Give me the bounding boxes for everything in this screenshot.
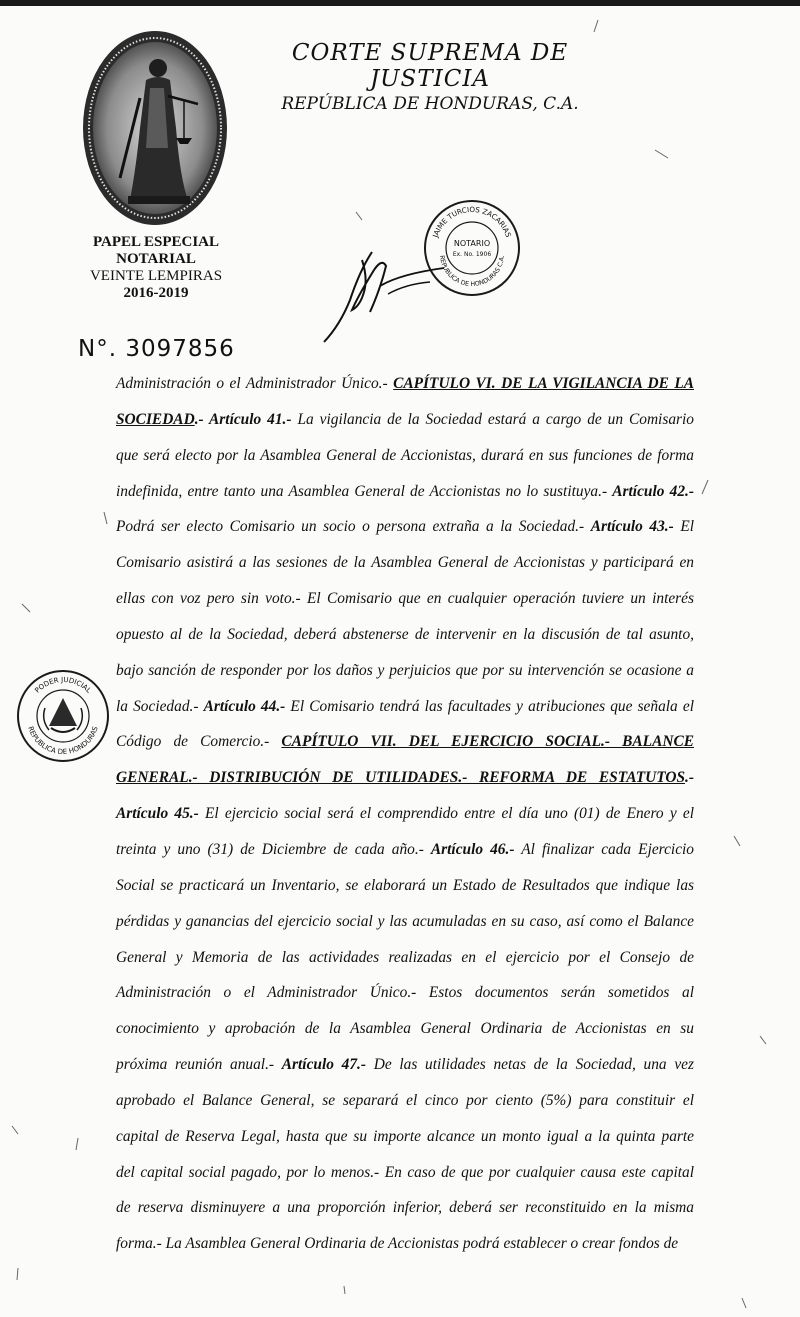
article-number-text: Artículo 44.-	[203, 697, 286, 715]
body-text-segment: El ejercicio social será el comprendido entre el día uno (01) de Enero y el	[198, 805, 694, 823]
body-text-segment: treinta y uno (31) de Diciembre de cada año.-	[116, 840, 431, 858]
court-heading	[240, 40, 620, 114]
body-line	[116, 940, 694, 976]
judicial-seal-bottom: REPUBLICA DE HONDURAS	[26, 725, 100, 757]
body-text-segment: de reserva disminuyere a una proporción inferior, deberá ser reconstituido en la misma	[116, 1199, 694, 1217]
notary-seal-title: NOTARIO	[453, 239, 491, 248]
serial-number: N°. 3097856	[78, 336, 235, 362]
body-text-segment: General y Memoria de las actividades realizadas en el ejercicio por el Consejo de	[116, 948, 694, 966]
body-text-segment: La vigilancia de la Sociedad estará a cargo de un Comisario	[291, 410, 694, 428]
body-text-segment: opuesto al de la Sociedad, deberá abstenerse de intervenir en la discusión de tal asunto,	[116, 625, 694, 643]
article-number-text: Artículo 46.-	[430, 840, 515, 858]
body-text-segment: conocimiento y aprobación de la Asamblea General Ordinaria de Accionistas en su	[116, 1020, 694, 1038]
chapter-heading-text: GENERAL.- DISTRIBUCIÓN DE UTILIDADES.- REFORMA DE ESTATUTOS	[116, 769, 686, 787]
body-line	[116, 366, 694, 402]
chapter-heading-text: CAPÍTULO VI. DE LA VIGILANCIA DE LA	[393, 375, 695, 392]
body-line	[116, 402, 694, 438]
article-number-text: Artículo 47.-	[281, 1056, 367, 1074]
body-line	[116, 1119, 694, 1155]
body-text-segment: aprobado el Balance General, se separará el cinco por ciento (5%) para constituir el	[116, 1091, 694, 1109]
body-line	[116, 545, 694, 581]
article-number-text: .- Artículo 41.-	[194, 410, 292, 428]
judicial-seal	[15, 668, 111, 764]
body-line	[116, 689, 694, 725]
svg-text:PODER JUDICIAL	[33, 676, 92, 695]
body-text-segment: que será electo por la Asamblea General de Accionistas, durará en sus funciones de forma	[116, 446, 694, 464]
article-number-text: Artículo 45.-	[116, 805, 199, 823]
body-text-segment: Comisario asistirá a las sesiones de la Asamblea General de Accionistas y participará en	[116, 554, 694, 572]
article-number-text: Artículo 43.-	[590, 518, 674, 536]
svg-text:REPUBLICA DE HONDURAS	[26, 725, 100, 756]
chapter-heading-text: CAPÍTULO VII. DEL EJERCICIO SOCIAL.- BALANCE	[281, 733, 694, 751]
body-line	[116, 724, 694, 760]
stamp-paper-line4: 2016-2019	[123, 285, 189, 301]
body-text-segment: Social se practicará un Inventario, se elaborará un Estado de Resultados que indique las	[116, 876, 694, 894]
body-line	[116, 760, 694, 796]
body-text-segment: forma.- La Asamblea General Ordinaria de Accionistas podrá establecer o crear fondos de	[116, 1235, 679, 1253]
stamp-paper-line1: PAPEL ESPECIAL	[93, 234, 219, 250]
body-text-segment: la Sociedad.-	[116, 697, 204, 715]
notary-seal-name: JAIME TURCIOS ZACARIAS	[430, 204, 514, 239]
body-line	[116, 438, 694, 474]
chapter-heading-text: SOCIEDAD	[116, 410, 195, 428]
body-text-segment: próxima reunión anual.-	[116, 1056, 282, 1074]
stamp-paper-line2: NOTARIAL	[116, 251, 196, 267]
body-text-segment: Administración o el Administrador Único.-	[116, 375, 394, 392]
article-number-text: .-	[685, 769, 694, 787]
lady-justice-seal	[80, 28, 230, 228]
body-line	[116, 975, 694, 1011]
stamp-paper-label	[76, 234, 236, 302]
article-number-text: Artículo 42.-	[612, 482, 694, 500]
body-text-segment: De las utilidades netas de la Sociedad, una vez	[366, 1056, 694, 1074]
body-text-segment: Código de Comercio.-	[116, 733, 282, 751]
body-text-segment: El	[673, 518, 694, 536]
body-text-segment: bajo sanción de responder por los daños y perjuicios que por su intervención se ocasione a	[116, 661, 694, 679]
body-text-segment: ellas con voz pero sin voto.- El Comisario que en cualquier operación tuviere un interés	[116, 590, 694, 608]
document-body	[116, 366, 694, 1262]
top-border-rule	[0, 0, 800, 6]
notary-seal	[422, 198, 522, 298]
body-line	[116, 1083, 694, 1119]
body-text-segment: indefinida, entre tanto una Asamblea General de Accionistas no lo sustituya.-	[116, 482, 613, 500]
body-line	[116, 474, 694, 510]
body-text-segment: Al finalizar cada Ejercicio	[514, 840, 694, 858]
body-line	[116, 653, 694, 689]
body-text-segment: El Comisario tendrá las facultades y atribuciones que señala el	[285, 697, 694, 715]
body-line	[116, 1155, 694, 1191]
notary-seal-exequatur: Ex. No. 1906	[452, 251, 492, 258]
body-line	[116, 1011, 694, 1047]
body-line	[116, 581, 694, 617]
body-line	[116, 868, 694, 904]
body-line	[116, 832, 694, 868]
body-text-segment: Podrá ser electo Comisario un socio o persona extraña a la Sociedad.-	[116, 518, 591, 536]
judicial-seal-top: PODER JUDICIAL	[33, 675, 93, 695]
body-line	[116, 904, 694, 940]
notary-seal-country: REPUBLICA DE HONDURAS C.A.	[437, 254, 506, 289]
svg-text:REPUBLICA DE HONDURAS C.A.	[438, 255, 506, 288]
court-name: CORTE SUPREMA DE JUSTICIA	[291, 40, 569, 92]
body-text-segment: Administración o el Administrador Único.- Estos documentos serán sometidos al	[116, 984, 694, 1002]
body-line	[116, 1047, 694, 1083]
body-line	[116, 1190, 694, 1226]
body-line	[116, 796, 694, 832]
body-line	[116, 1226, 694, 1262]
court-country: REPÚBLICA DE HONDURAS, C.A.	[281, 94, 579, 114]
body-text-segment: del capital social pagado, por lo menos.- En caso de que por cualquier causa este capital	[116, 1163, 694, 1181]
body-line	[116, 509, 694, 545]
body-text-segment: capital de Reserva Legal, hasta que su importe alcance un monto igual a la quinta parte	[116, 1127, 694, 1145]
stamp-paper-line3: VEINTE LEMPIRAS	[89, 268, 223, 284]
body-line	[116, 617, 694, 653]
body-text-segment: pérdidas y ganancias del ejercicio social y las acumuladas en su caso, así como el Balance	[116, 912, 694, 930]
